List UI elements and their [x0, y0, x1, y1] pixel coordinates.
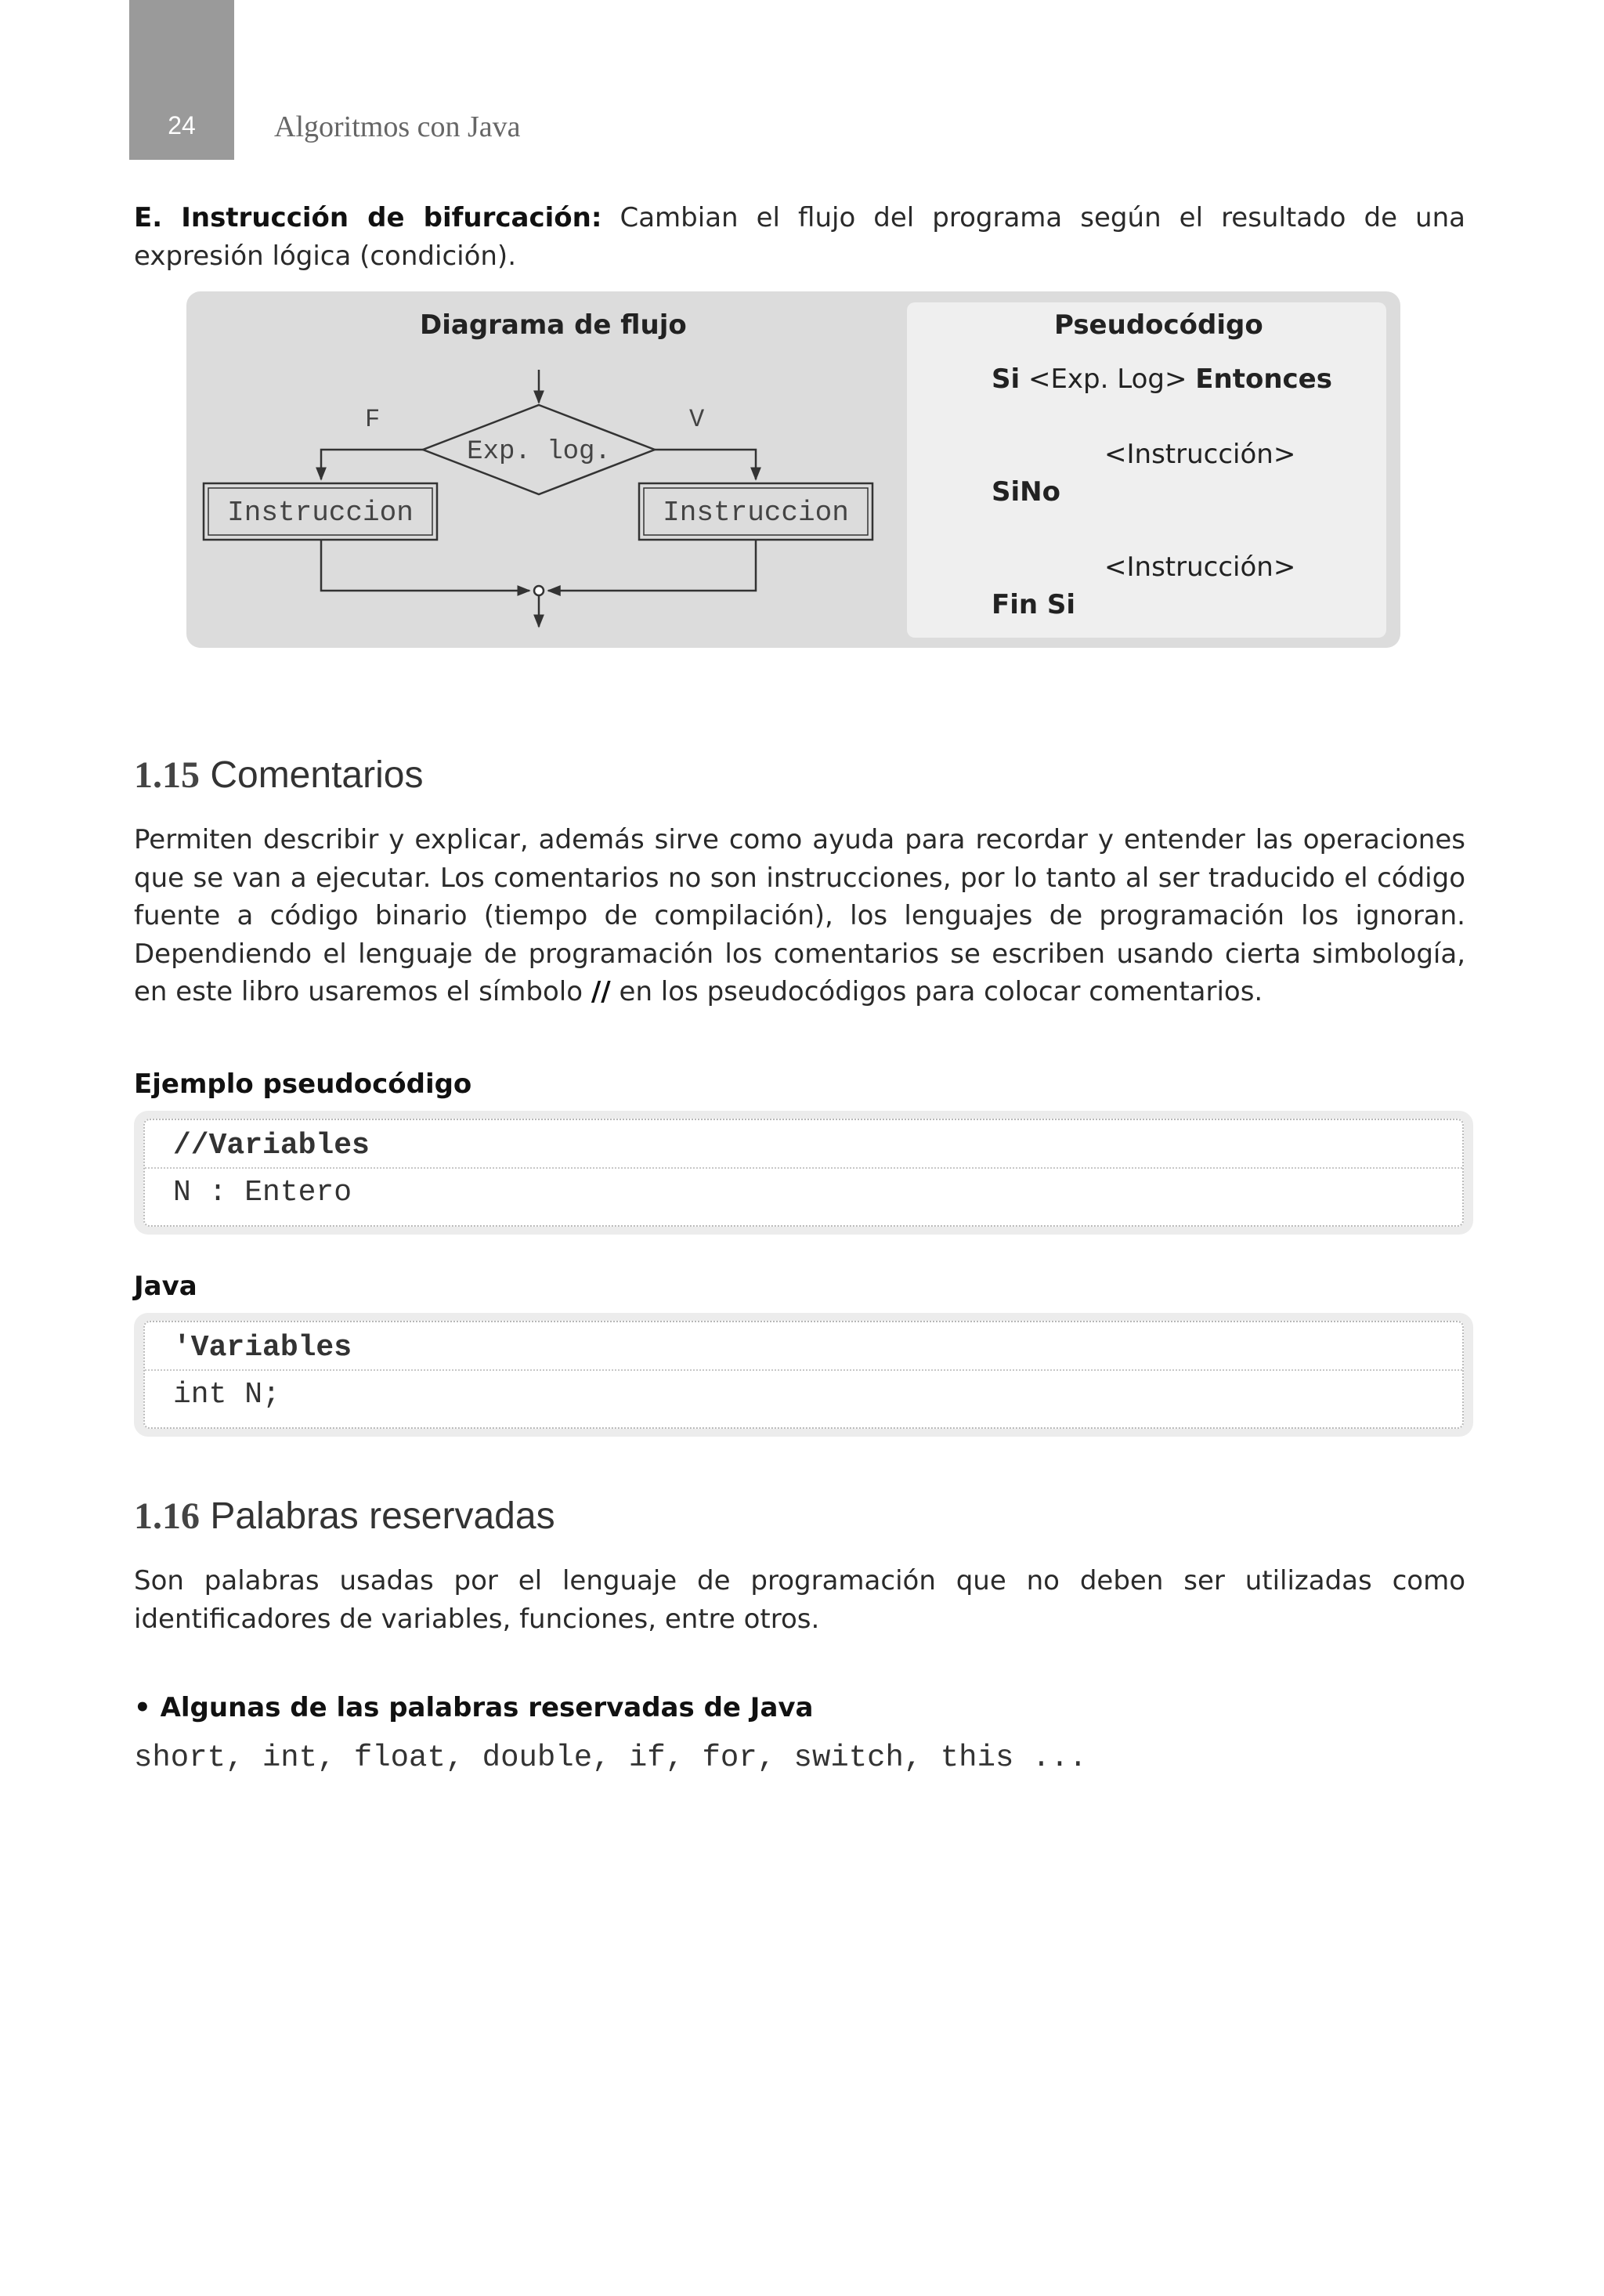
code-line: N : Entero: [173, 1176, 352, 1209]
example-pseudo-label: Ejemplo pseudocódigo: [134, 1068, 472, 1100]
false-label: F: [365, 405, 381, 434]
code-line: 'Variables: [145, 1325, 1462, 1371]
section-heading-reserved: [134, 1495, 555, 1538]
flow-title: Diagrama de flujo: [420, 309, 687, 341]
section-heading-comments: [134, 754, 423, 797]
pseudo-code-box: [134, 1111, 1473, 1235]
left-box-text: Instruccion: [227, 497, 414, 529]
section-number: 1.16: [134, 1495, 200, 1537]
pseudocode-panel: [907, 302, 1386, 638]
intro-label: E. Instrucción de bifurcación:: [134, 202, 602, 233]
pseudo-sino: SiNo: [992, 476, 1060, 508]
running-title: Algoritmos con Java: [274, 110, 521, 143]
pseudo-code-inner: [143, 1119, 1464, 1227]
true-branch-arrow: [655, 450, 756, 479]
false-branch-arrow: [321, 450, 423, 479]
right-box-text: Instruccion: [663, 497, 849, 529]
java-code-box: [134, 1313, 1473, 1437]
comments-paragraph: [134, 821, 1465, 1011]
comments-text-2: en los pseudocódigos para colocar comentarios.: [610, 976, 1263, 1007]
pseudo-si: Si: [992, 363, 1021, 395]
java-label: Java: [134, 1271, 197, 1302]
pseudo-instr2: <Instrucción>: [1104, 551, 1296, 583]
reserved-keywords: short, int, float, double, if, for, switch, this ...: [134, 1741, 1087, 1775]
pseudo-finsi: Fin Si: [992, 589, 1076, 620]
java-code-inner: [143, 1321, 1464, 1429]
merge-connector: [534, 586, 544, 595]
flowchart: [186, 291, 907, 648]
pseudo-instr1: <Instrucción>: [1104, 439, 1296, 470]
branch-panel: [186, 291, 1400, 648]
intro-paragraph: [134, 199, 1465, 275]
section-number: 1.15: [134, 754, 200, 796]
reserved-bullet: • Algunas de las palabras reservadas de Java: [134, 1692, 814, 1723]
pseudo-if-line: [992, 363, 1332, 395]
comment-symbol: //: [591, 976, 611, 1007]
page-number: 24: [168, 111, 196, 139]
section-title: Palabras reservadas: [200, 1495, 555, 1537]
right-merge-arrow: [548, 540, 756, 591]
comments-text-1: Permiten describir y explicar, además sirve como ayuda para recordar y entender las operaciones que se van a ejecutar. Los comentarios no son instrucciones, por lo tanto al ser traducido el código fuente a código binario (tiempo de compilación), los lenguajes de programación los ignoran. Dependiendo el lenguaje de programación los comentarios se escriben usando cierta simbología, en este libro usaremos el símbolo: [134, 824, 1465, 1007]
code-line: int N;: [173, 1378, 280, 1412]
intro-text: Cambian el flujo del programa según el resultado de una expresión lógica (condición).: [134, 202, 1465, 272]
pseudo-title: Pseudocódigo: [1054, 309, 1263, 341]
code-line: //Variables: [145, 1123, 1462, 1169]
pseudo-entonces: Entonces: [1195, 363, 1332, 395]
section-title: Comentarios: [200, 754, 424, 796]
reserved-paragraph: Son palabras usadas por el lenguaje de programación que no deben ser utilizadas como identificadores de variables, funciones, entre otros.: [134, 1565, 1465, 1635]
condition-text: Exp. log.: [467, 437, 611, 467]
left-merge-arrow: [321, 540, 529, 591]
pseudo-exp: <Exp. Log>: [1020, 363, 1196, 395]
true-label: V: [689, 405, 705, 434]
